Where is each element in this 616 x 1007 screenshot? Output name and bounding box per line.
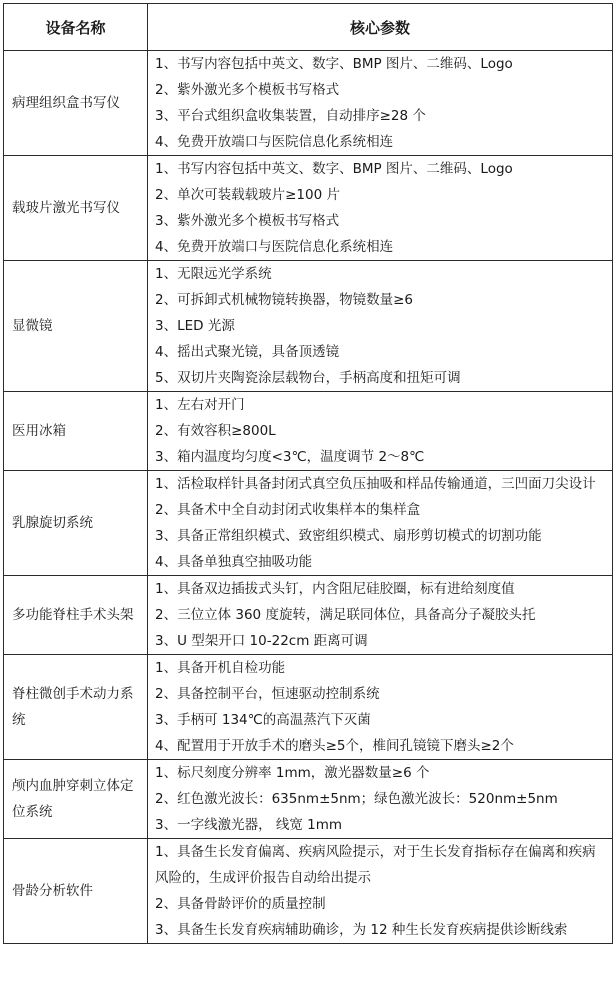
equipment-name-cell: 病理组织盒书写仪 [4, 51, 148, 156]
table-row [4, 471, 613, 576]
param-line: 2、单次可装载载玻片≥100 片 [155, 187, 340, 203]
core-params-cell [148, 392, 613, 471]
param-line: 1、具备生长发育偏离、疾病风险提示，对于生长发育指标存在偏离和疾病风险的，生成评价报告自动给出提示 [155, 844, 596, 886]
table-row [4, 156, 613, 261]
equipment-name-cell: 骨龄分析软件 [4, 839, 148, 944]
table-row [4, 576, 613, 655]
param-line: 1、活检取样针具备封闭式真空负压抽吸和样品传输通道，三凹面刀尖设计 [155, 476, 596, 492]
param-line: 2、有效容积≥800L [155, 423, 276, 439]
param-line: 2、三位立体 360 度旋转，满足联同体位，具备高分子凝胶头托 [155, 607, 536, 623]
header-core-params: 核心参数 [148, 4, 613, 51]
table-row [4, 655, 613, 760]
param-line: 3、平台式组织盒收集装置，自动排序≥28 个 [155, 108, 426, 124]
equipment-name-cell: 脊柱微创手术动力系统 [4, 655, 148, 760]
param-line: 2、紫外激光多个模板书写格式 [155, 82, 340, 98]
param-line: 3、一字线激光器， 线宽 1mm [155, 817, 343, 833]
param-line: 3、手柄可 134℃的高温蒸汽下灭菌 [155, 712, 371, 728]
core-params-cell [148, 156, 613, 261]
equipment-name-cell: 颅内血肿穿刺立体定位系统 [4, 760, 148, 839]
equipment-name-cell: 载玻片激光书写仪 [4, 156, 148, 261]
param-line: 3、U 型架开口 10-22cm 距离可调 [155, 633, 368, 649]
param-line: 3、LED 光源 [155, 318, 235, 334]
param-line: 3、紫外激光多个模板书写格式 [155, 213, 340, 229]
param-line: 1、书写内容包括中英文、数字、BMP 图片、二维码、Logo [155, 161, 513, 177]
table-row [4, 392, 613, 471]
param-line: 3、箱内温度均匀度<3℃，温度调节 2～8℃ [155, 449, 425, 465]
param-line: 3、具备正常组织模式、致密组织模式、扇形剪切模式的切割功能 [155, 528, 542, 544]
equipment-name-cell: 多功能脊柱手术头架 [4, 576, 148, 655]
param-line: 1、标尺刻度分辨率 1mm，激光器数量≥6 个 [155, 765, 430, 781]
param-line: 4、免费开放端口与医院信息化系统相连 [155, 134, 394, 150]
spec-table-container [3, 3, 613, 944]
param-line: 1、书写内容包括中英文、数字、BMP 图片、二维码、Logo [155, 56, 513, 72]
core-params-cell [148, 576, 613, 655]
param-line: 1、具备双边插拔式头钉，内含阻尼硅胶圈，标有进给刻度值 [155, 581, 515, 597]
core-params-cell [148, 839, 613, 944]
equipment-spec-table [3, 3, 613, 944]
param-line: 4、具备单独真空抽吸功能 [155, 554, 313, 570]
param-line: 1、无限远光学系统 [155, 266, 272, 282]
param-line: 2、具备术中全自动封闭式收集样本的集样盒 [155, 502, 421, 518]
equipment-name-cell: 医用冰箱 [4, 392, 148, 471]
table-row [4, 760, 613, 839]
param-line: 2、红色激光波长：635nm±5nm；绿色激光波长：520nm±5nm [155, 791, 558, 807]
table-header-row [4, 4, 613, 51]
param-line: 2、具备骨龄评价的质量控制 [155, 896, 326, 912]
param-line: 2、具备控制平台，恒速驱动控制系统 [155, 686, 380, 702]
param-line: 5、双切片夹陶瓷涂层载物台，手柄高度和扭矩可调 [155, 370, 461, 386]
param-line: 4、配置用于开放手术的磨头≥5个，椎间孔镜镜下磨头≥2个 [155, 738, 514, 754]
equipment-name-cell: 乳腺旋切系统 [4, 471, 148, 576]
equipment-name-cell: 显微镜 [4, 261, 148, 392]
core-params-cell [148, 760, 613, 839]
table-row [4, 261, 613, 392]
param-line: 3、具备生长发育疾病辅助确诊，为 12 种生长发育疾病提供诊断线索 [155, 922, 568, 938]
header-equipment-name: 设备名称 [4, 4, 148, 51]
core-params-cell [148, 471, 613, 576]
table-row [4, 839, 613, 944]
core-params-cell [148, 261, 613, 392]
param-line: 2、可拆卸式机械物镜转换器，物镜数量≥6 [155, 292, 413, 308]
core-params-cell [148, 51, 613, 156]
param-line: 4、免费开放端口与医院信息化系统相连 [155, 239, 394, 255]
core-params-cell [148, 655, 613, 760]
param-line: 1、左右对开门 [155, 397, 245, 413]
param-line: 1、具备开机自检功能 [155, 660, 286, 676]
table-row [4, 51, 613, 156]
table-body [4, 51, 613, 944]
param-line: 4、摇出式聚光镜，具备顶透镜 [155, 344, 340, 360]
